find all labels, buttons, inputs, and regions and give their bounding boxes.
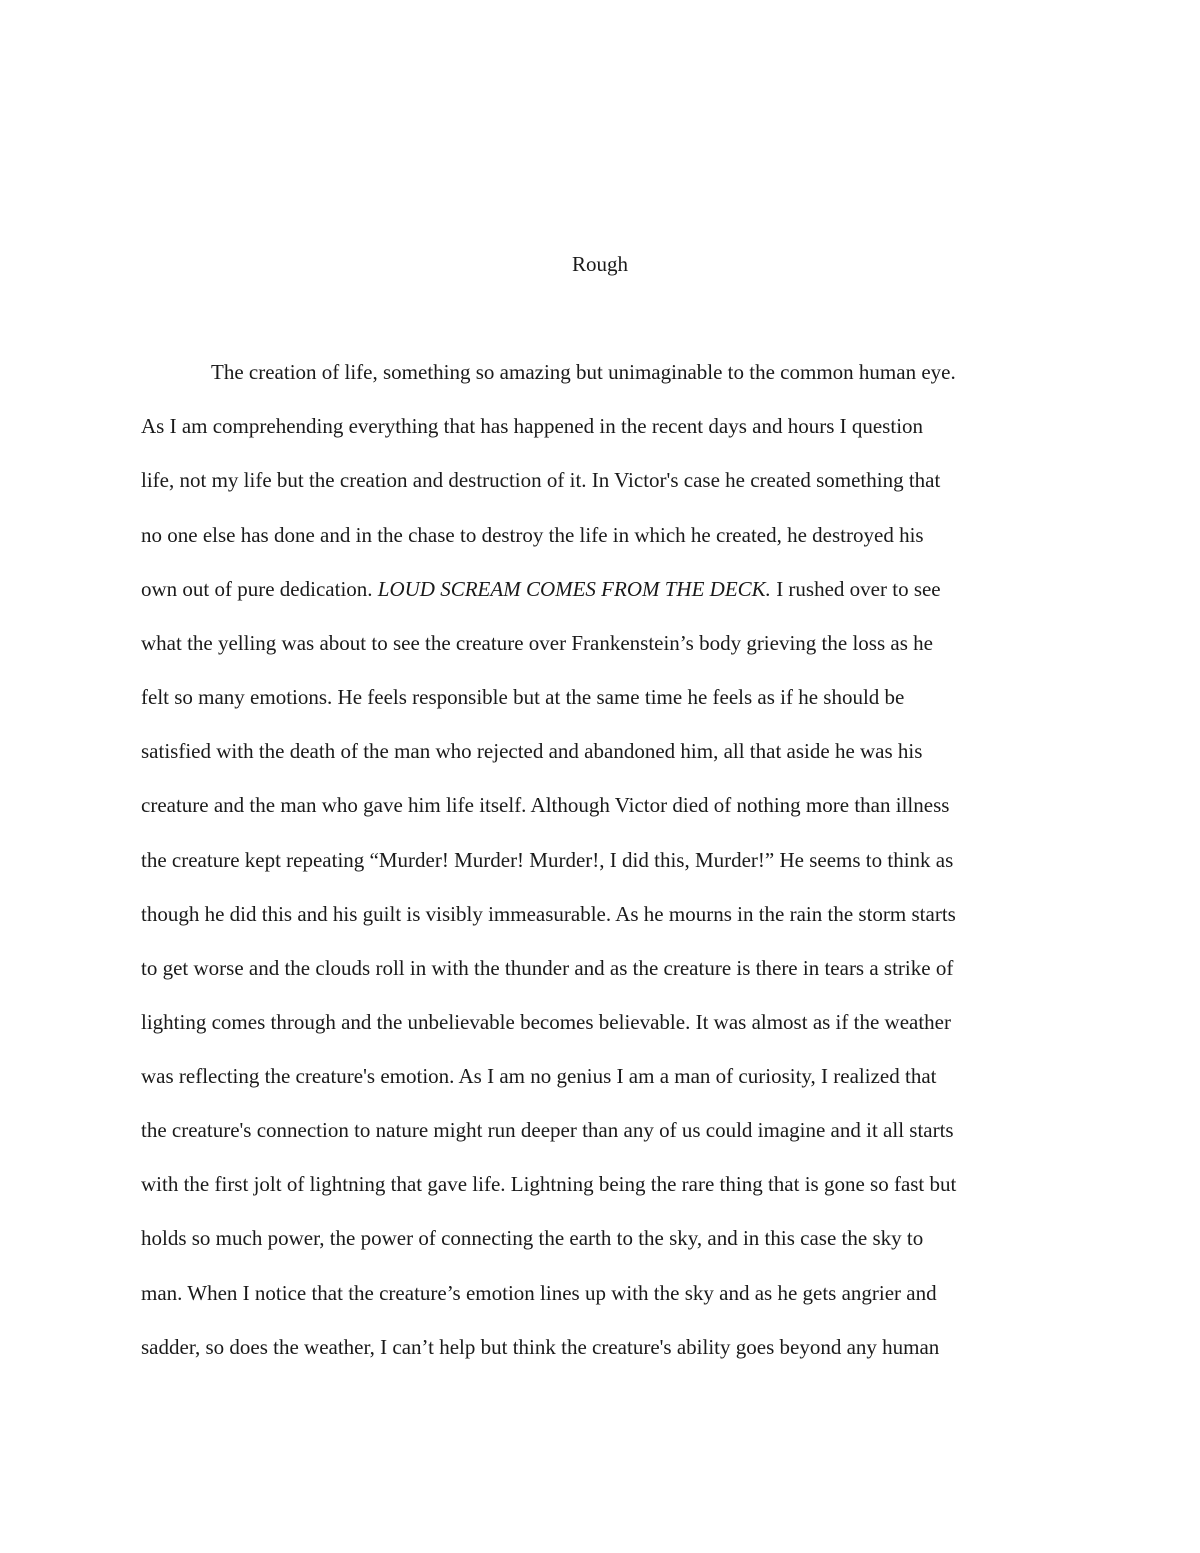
text-line: life, not my life but the creation and destruction of it. In Victor's case he created something that — [141, 468, 941, 492]
text-line: creature and the man who gave him life itself. Although Victor died of nothing more than illness — [141, 793, 950, 817]
text-line: man. When I notice that the creature’s emotion lines up with the sky and as he gets angrier and — [141, 1281, 937, 1305]
text-line: was reflecting the creature's emotion. As I am no genius I am a man of curiosity, I realized that — [141, 1064, 937, 1088]
text-line: though he did this and his guilt is visibly immeasurable. As he mourns in the rain the storm starts — [141, 902, 956, 926]
text-run: I rushed over to see — [776, 577, 941, 601]
text-line: what the yelling was about to see the creature over Frankenstein’s body grieving the loss as he — [141, 631, 933, 655]
text-line-with-stage-direction — [141, 571, 941, 607]
stage-direction: LOUD SCREAM COMES FROM THE DECK. — [377, 577, 771, 601]
text-line: satisfied with the death of the man who rejected and abandoned him, all that aside he was his — [141, 739, 923, 763]
text-line: no one else has done and in the chase to destroy the life in which he created, he destroyed his — [141, 523, 924, 547]
text-line: with the first jolt of lightning that gave life. Lightning being the rare thing that is gone so fast but — [141, 1172, 957, 1196]
text-line: felt so many emotions. He feels responsible but at the same time he feels as if he should be — [141, 685, 905, 709]
text-line: holds so much power, the power of connecting the earth to the sky, and in this case the sky to — [141, 1226, 924, 1250]
page-title: Rough — [571, 252, 628, 276]
text-line: As I am comprehending everything that has happened in the recent days and hours I question — [141, 414, 924, 438]
text-run: own out of pure dedication. — [141, 577, 373, 601]
text-line: to get worse and the clouds roll in with the thunder and as the creature is there in tears a strike of — [141, 956, 954, 980]
text-line: sadder, so does the weather, I can’t help but think the creature's ability goes beyond any human — [141, 1335, 940, 1359]
text-line: the creature's connection to nature might run deeper than any of us could imagine and it all starts — [141, 1118, 954, 1142]
text-line: the creature kept repeating “Murder! Murder! Murder!, I did this, Murder!” He seems to think as — [141, 848, 954, 872]
text-line: The creation of life, something so amazing but unimaginable to the common human eye. — [211, 360, 956, 384]
text-line: lighting comes through and the unbelievable becomes believable. It was almost as if the weather — [141, 1010, 951, 1034]
